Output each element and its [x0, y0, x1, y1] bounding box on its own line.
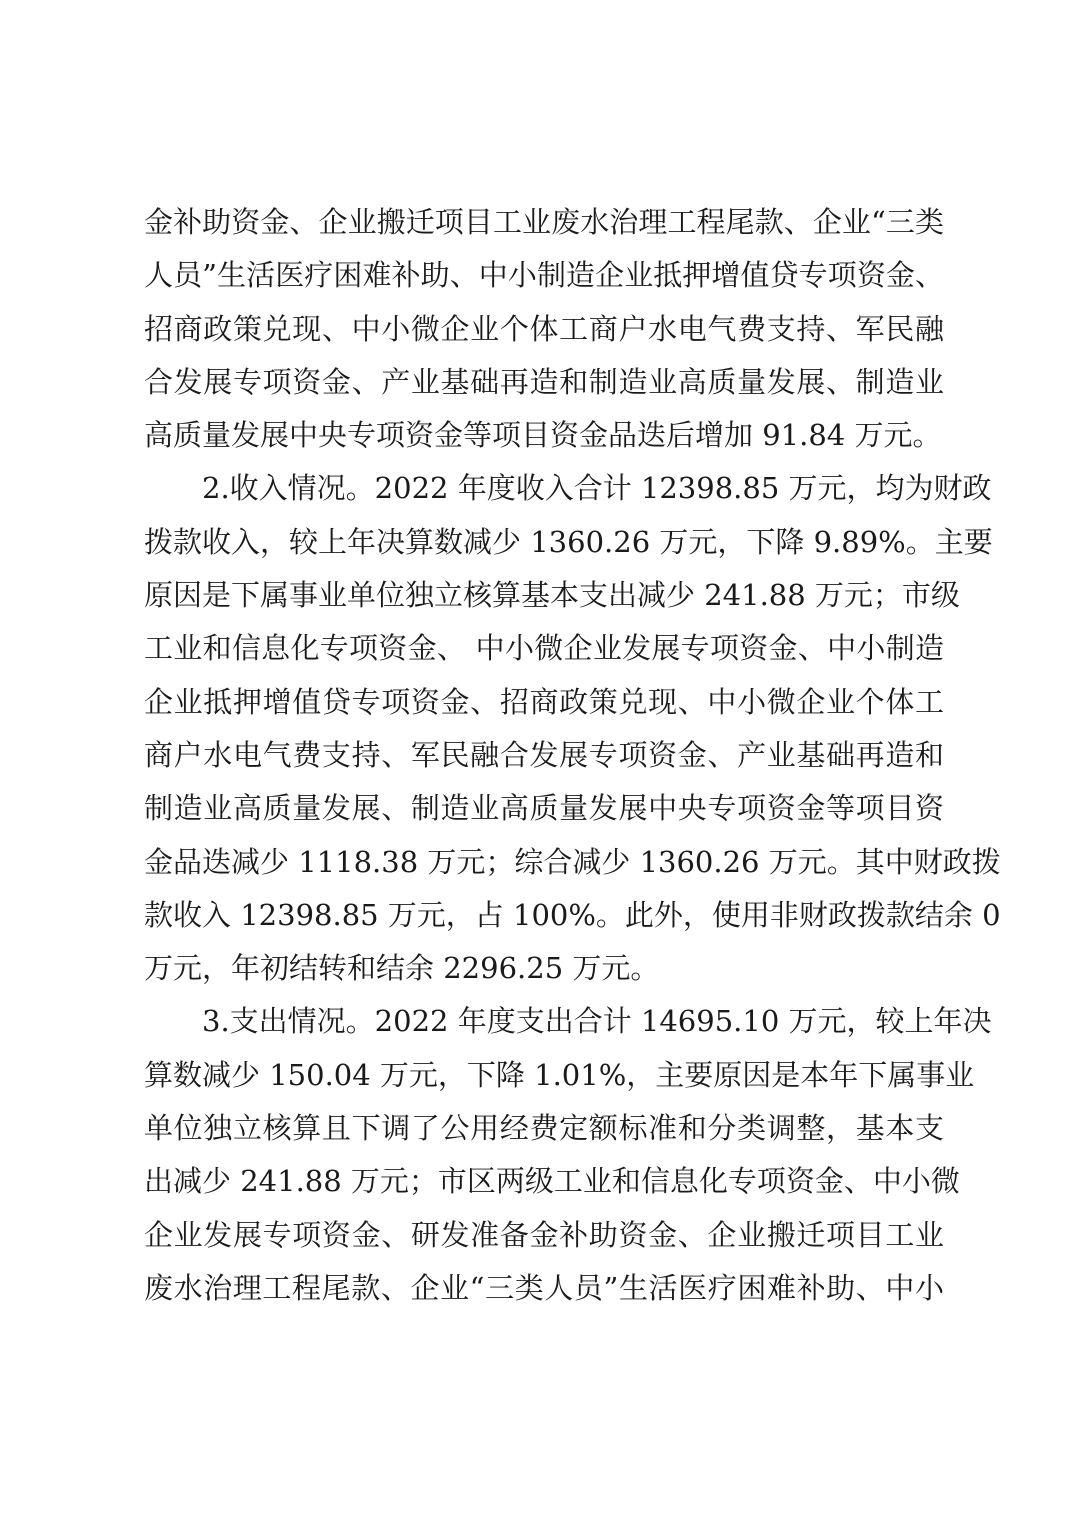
text-line: 企业发展专项资金、研发准备金补助资金、企业搬迁项目工业 — [144, 1217, 944, 1252]
text-line: 工业和信息化专项资金、 中小微企业发展专项资金、中小制造 — [144, 631, 944, 666]
text-line: 拨款收入，较上年决算数减少 1360.26 万元，下降 9.89%。主要 — [144, 524, 993, 559]
text-line: 2.收入情况。2022 年度收入合计 12398.85 万元，均为财政 — [202, 471, 992, 506]
text-line: 金补助资金、企业搬迁项目工业废水治理工程尾款、企业“三类 — [144, 205, 944, 239]
text-line: 合发展专项资金、产业基础再造和制造业高质量发展、制造业 — [144, 364, 944, 399]
text-line: 3.支出情况。2022 年度支出合计 14695.10 万元，较上年决 — [202, 1004, 992, 1039]
text-line: 出减少 241.88 万元；市区两级工业和信息化专项资金、中小微 — [144, 1164, 960, 1199]
text-line: 万元，年初结转和结余 2296.25 万元。 — [144, 951, 660, 986]
text-line: 制造业高质量发展、制造业高质量发展中央专项资金等项目资 — [144, 791, 944, 826]
text-line: 单位独立核算且下调了公用经费定额标准和分类调整，基本支 — [144, 1111, 944, 1146]
body-text — [144, 196, 1001, 1315]
text-line: 人员”生活医疗困难补助、中小制造企业抵押增值贷专项资金、 — [144, 258, 944, 293]
text-line: 招商政策兑现、中小微企业个体工商户水电气费支持、军民融 — [144, 311, 944, 346]
text-line: 高质量发展中央专项资金等项目资金品迭后增加 91.84 万元。 — [144, 418, 942, 453]
text-line: 款收入 12398.85 万元，占 100%。此外，使用非财政拨款结余 0 — [144, 897, 1001, 932]
text-line: 废水治理工程尾款、企业“三类人员”生活医疗困难补助、中小 — [144, 1270, 944, 1305]
text-line: 原因是下属事业单位独立核算基本支出减少 241.88 万元；市级 — [144, 578, 960, 613]
text-line: 算数减少 150.04 万元，下降 1.01%，主要原因是本年下属事业 — [144, 1057, 975, 1092]
text-line: 商户水电气费支持、军民融合发展专项资金、产业基础再造和 — [144, 737, 944, 772]
text-line: 金品迭减少 1118.38 万元；综合减少 1360.26 万元。其中财政拨 — [144, 844, 1001, 879]
text-line: 企业抵押增值贷专项资金、招商政策兑现、中小微企业个体工 — [144, 684, 944, 719]
